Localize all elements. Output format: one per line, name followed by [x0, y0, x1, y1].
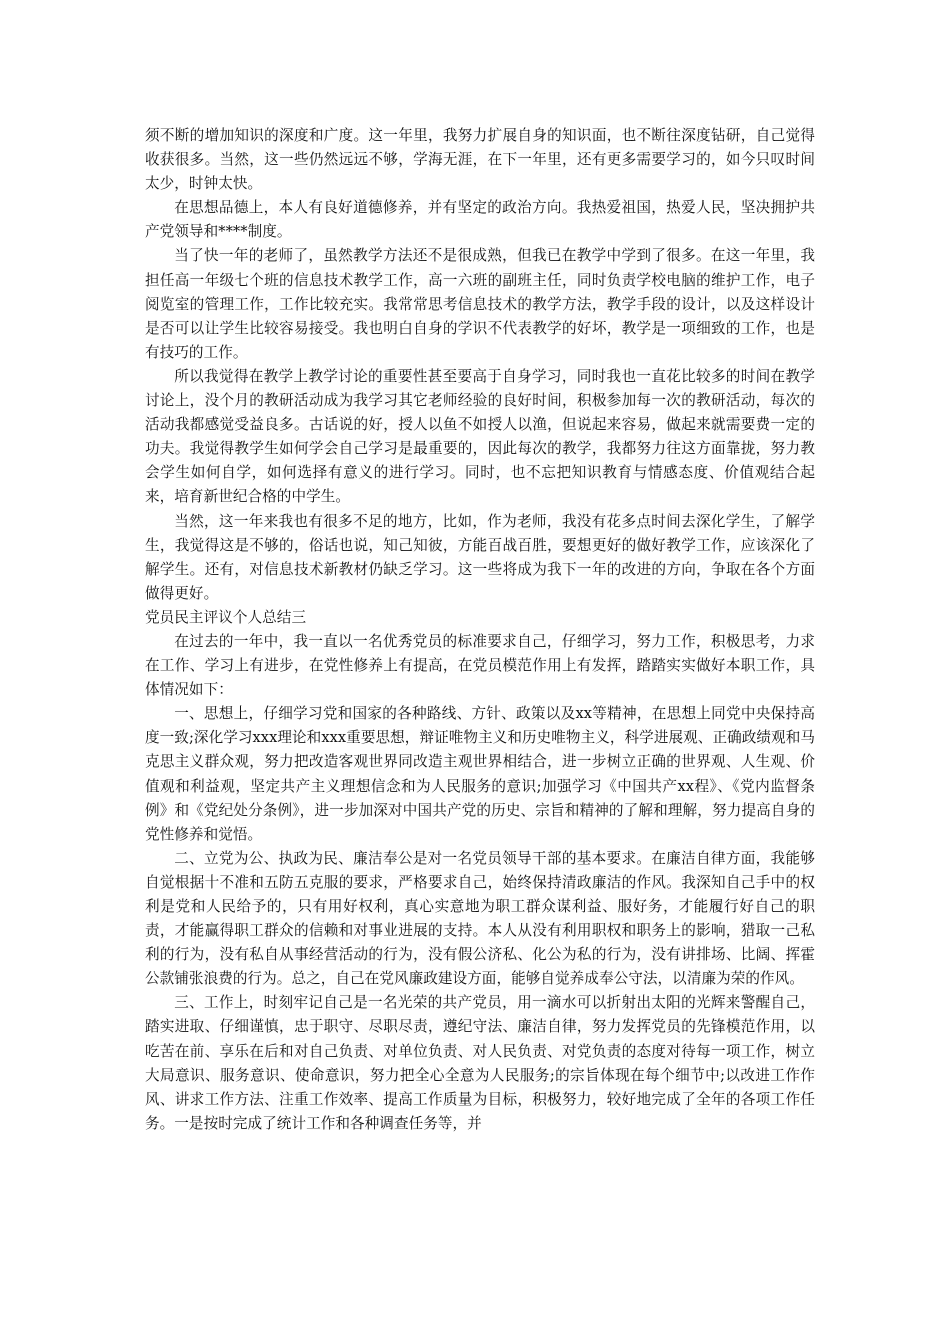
paragraph-2: 在思想品德上，本人有良好道德修养，并有坚定的政治方向。我热爱祖国，热爱人民，坚决拥护共产党领导和****制度。 — [145, 199, 815, 241]
section-heading: 党员民主评议个人总结三 — [145, 608, 307, 626]
document-body — [145, 124, 815, 1136]
paragraph-9: 二、立党为公、执政为民、廉洁奉公是对一名党员领导干部的基本要求。在廉洁自律方面，我能够自觉根据十不准和五防五克服的要求，严格要求自己，始终保持清政廉洁的作风。我深知自己手中的权利是党和人民给予的，只有用好权利，真心实意地为职工群众谋利益、服好务，才能履行好自己的职责，才能赢得职工群众的信赖和对事业进展的支持。本人从没有利用职权和职务上的影响，猎取一己私利的行为，没有私自从事经营活动的行为，没有假公济私、化公为私的行为，没有讲排场、比阔、挥霍公款铺张浪费的行为。总之，自己在党风廉政建设方面，能够自觉养成奉公守法，以清廉为荣的作风。 — [145, 849, 815, 988]
paragraph-3: 当了快一年的老师了，虽然教学方法还不是很成熟，但我已在教学中学到了很多。在这一年里，我担任高一年级七个班的信息技术教学工作，高一六班的副班主任，同时负责学校电脑的维护工作，电子阅览室的管理工作，工作比较充实。我常常思考信息技术的教学方法，教学手段的设计，以及这样设计是否可以让学生比较容易接受。我也明白自身的学识不代表教学的好坏，教学是一项细致的工作，也是有技巧的工作。 — [145, 247, 815, 361]
paragraph-10: 三、工作上，时刻牢记自己是一名光荣的共产党员，用一滴水可以折射出太阳的光辉来警醒自己，踏实进取、仔细谨慎，忠于职守、尽职尽责，遵纪守法、廉洁自律，努力发挥党员的先锋模范作用，以吃苦在前、享乐在后和对自己负责、对单位负责、对人民负责、对党负责的态度对待每一项工作，树立大局意识、服务意识、使命意识，努力把全心全意为人民服务;的宗旨体现在每个细节中;以改进工作作风、讲求工作方法、注重工作效率、提高工作质量为目标，积极努力，较好地完成了全年的各项工作任务。一是按时完成了统计工作和各种调查任务等，并 — [145, 994, 815, 1132]
paragraph-1: 须不断的增加知识的深度和广度。这一年里，我努力扩展自身的知识面，也不断往深度钻研，自己觉得收获很多。当然，这一些仍然远远不够，学海无涯，在下一年里，还有更多需要学习的，如今只叹时间太少，时钟太快。 — [145, 127, 815, 193]
paragraph-4: 所以我觉得在教学上教学讨论的重要性甚至要高于自身学习，同时我也一直花比较多的时间在教学讨论上，没个月的教研活动成为我学习其它老师经验的良好时间，积极参加每一次的教研活动，每次的活动我都感觉受益良多。古话说的好，授人以鱼不如授人以渔，但说起来容易，做起来就需要费一定的功夫。我觉得教学生如何学会自己学习是最重要的，因此每次的教学，我都努力往这方面靠拢，努力教会学生如何自学，如何选择有意义的进行学习。同时，也不忘把知识教育与情感态度、价值观结合起来，培育新世纪合格的中学生。 — [145, 367, 815, 506]
paragraph-7: 在过去的一年中，我一直以一名优秀党员的标准要求自己，仔细学习，努力工作，积极思考，力求在工作、学习上有进步，在党性修养上有提高，在党员模范作用上有发挥，踏踏实实做好本职工作，具体情况如下： — [145, 632, 815, 699]
paragraph-8: 一、思想上，仔细学习党和国家的各种路线、方针、政策以及xx等精神，在思想上同党中央保持高度一致;深化学习xxx理论和xxx重要思想，辩证唯物主义和历史唯物主义，科学进展观、正确政绩观和马克思主义群众观，努力把改造客观世界同改造主观世界相结合，进一步树立正确的世界观、人生观、价值观和利益观，坚定共产主义理想信念和为人民服务的意识;加强学习《中国共产xx程》、《党内监督条例》和《党纪处分条例》，进一步加深对中国共产党的历史、宗旨和精神的了解和理解，努力提高自身的党性修养和觉悟。 — [145, 705, 815, 843]
paragraph-5: 当然，这一年来我也有很多不足的地方，比如，作为老师，我没有花多点时间去深化学生，了解学生，我觉得这是不够的，俗话也说，知己知彼，方能百战百胜，要想更好的做好教学工作，应该深化了解学生。还有，对信息技术新教材仍缺乏学习。这一些将成为我下一年的改进的方向，争取在各个方面做得更好。 — [145, 512, 815, 602]
